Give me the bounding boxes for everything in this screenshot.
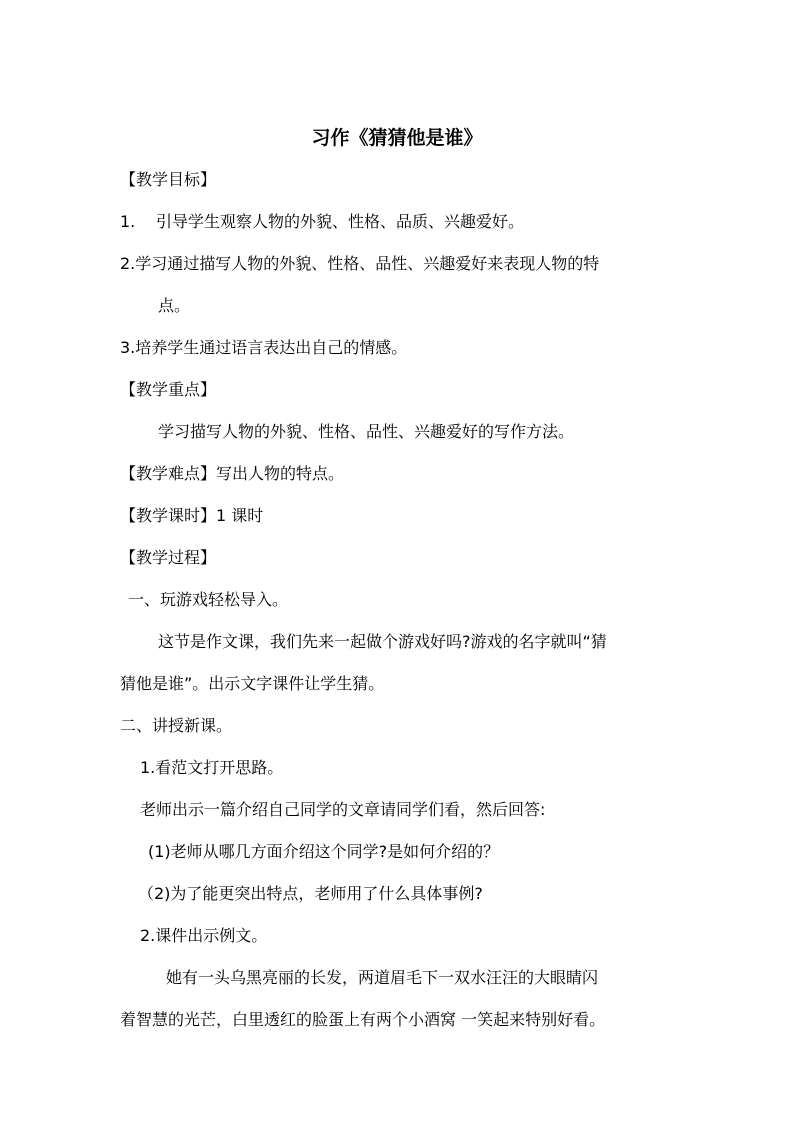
step-1-description: 老师出示一篇介绍自己同学的文章请同学们看，然后回答: <box>140 800 546 819</box>
difficulty-line: 【教学难点】写出人物的特点。 <box>120 464 345 483</box>
goal-3: 3.培养学生通过语言表达出自己的情感。 <box>120 338 408 357</box>
section-2-heading: 二、讲授新课。 <box>120 716 233 735</box>
paragraph-1-line-1: 这节是作文课，我们先来一起做个游戏好吗?游戏的名字就叫“猜 <box>158 632 607 651</box>
step-2: 2.课件出示例文。 <box>140 926 268 945</box>
example-line-1: 她有一头乌黑亮丽的长发，两道眉毛下一双水汪汪的大眼睛闪 <box>166 968 599 987</box>
step-1: 1.看范文打开思路。 <box>140 758 284 777</box>
question-2: （2)为了能更突出特点，老师用了什么具体事例? <box>138 884 483 903</box>
goal-1 <box>120 210 524 234</box>
section-1-heading: 一、玩游戏轻松导入。 <box>128 590 289 609</box>
goal-1-number: 1. <box>120 212 136 231</box>
goal-2-line-1: 2.学习通过描写人物的外貌、性格、品性、兴趣爱好来表现人物的特 <box>120 254 600 273</box>
key-text: 学习描写人物的外貌、性格、品性、兴趣爱好的写作方法。 <box>158 422 575 441</box>
hours-line: 【教学课时】1 课时 <box>120 506 264 525</box>
question-1: (1)老师从哪几方面介绍这个同学?是如何介绍的？ <box>148 842 500 861</box>
paragraph-1-line-2: 猜他是谁”。出示文字课件让学生猜。 <box>120 674 385 693</box>
goal-heading: 【教学目标】 <box>120 170 217 189</box>
document-title: 习作《猜猜他是谁》 <box>311 127 483 149</box>
process-heading: 【教学过程】 <box>120 548 217 567</box>
goal-2-line-2: 点。 <box>158 296 191 315</box>
example-line-2: 着智慧的光芒，白里透红的脸蛋上有两个小酒窝 一笑起来特别好看。 <box>120 1010 606 1029</box>
key-heading: 【教学重点】 <box>120 380 217 399</box>
goal-1-text: 引导学生观察人物的外貌、性格、品质、兴趣爱好。 <box>156 212 525 231</box>
